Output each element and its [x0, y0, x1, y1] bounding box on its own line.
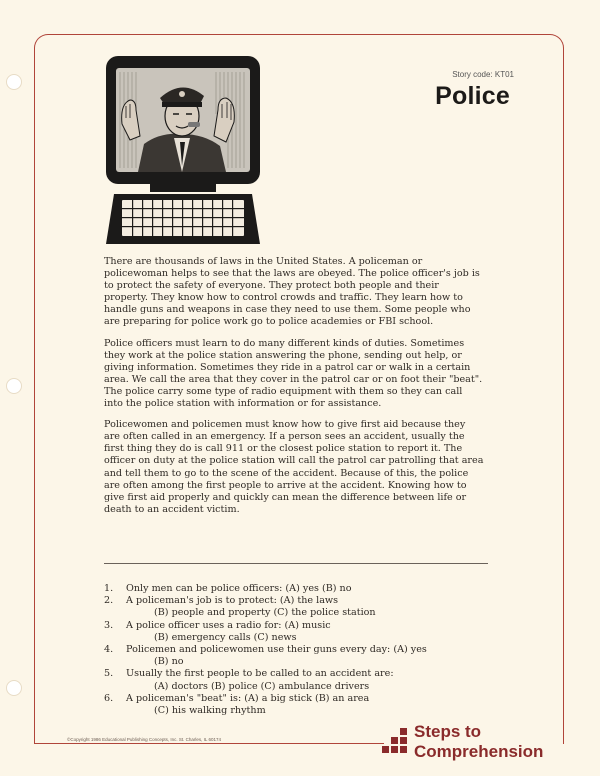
question-text: A policeman's job is to protect: (A) the laws	[126, 595, 339, 607]
question-options: (C) his walking rhythm	[154, 705, 266, 717]
logo-square	[382, 746, 389, 753]
question-item	[104, 693, 484, 705]
logo-square	[400, 737, 407, 744]
question-number: 1.	[104, 583, 114, 594]
question-number: 6.	[104, 692, 114, 704]
logo-square	[391, 746, 398, 753]
steps-to-comprehension-logo	[386, 722, 566, 768]
question-item	[104, 620, 484, 632]
computer-with-police-officer-icon	[100, 54, 266, 248]
question-item	[104, 583, 484, 595]
question-options: (B) no	[154, 656, 184, 668]
story-paragraph: There are thousands of laws in the United States. A policeman or policewoman helps to see that the laws are obeyed. The police officer's job is to protect the safety of everyone. They protect both people and their property. They know how to control crowds and traffic. They learn how to handle guns and weapons in case they need to use them. Some people who are preparing for police work go to police academies or FBI school.	[104, 256, 480, 328]
copyright-notice: ©Copyright 1986 Educational Publishing Concepts, Inc. St. Charles, IL 60174	[64, 737, 224, 742]
question-item	[104, 644, 484, 656]
question-number: 5.	[104, 668, 114, 680]
question-options: (A) doctors (B) police (C) ambulance drivers	[154, 680, 370, 692]
question-number: 2.	[104, 595, 114, 607]
story-paragraph: Policewomen and policemen must know how to give first aid because they are often called in an emergency. If a person sees an accident, usually the first thing they do is call 911 or the closest police station to report it. The officer on duty at the police station will call the patrol car patrolling that area and tell them to go to the scene of the accident. Because of this, the police are often among the first people to arrive at the accident. Knowing how to give first aid properly and quickly can mean the difference between life or death to an accident victim.	[104, 419, 484, 515]
question-text: A police officer uses a radio for: (A) music	[126, 619, 331, 631]
question-text: Usually the first people to be called to an accident are:	[126, 668, 394, 680]
question-number: 3.	[104, 619, 114, 631]
footer-rule	[34, 743, 384, 744]
question-text: Only men can be police officers: (A) yes (B) no	[126, 583, 352, 594]
brand-text: Steps to	[414, 722, 482, 741]
question-number: 4.	[104, 644, 114, 656]
question-item	[104, 595, 484, 607]
story-text	[104, 256, 484, 525]
binder-hole	[6, 680, 22, 696]
question-list	[104, 583, 484, 717]
brand-text: Comprehension	[414, 742, 544, 761]
question-item	[104, 668, 484, 680]
binder-hole	[6, 74, 22, 90]
logo-square	[391, 737, 398, 744]
logo-square	[400, 728, 407, 735]
section-divider	[104, 563, 488, 564]
page-title: Police	[435, 82, 510, 110]
logo-square	[400, 746, 407, 753]
story-paragraph: Police officers must learn to do many different kinds of duties. Sometimes they work at the police station answering the phone, sending out help, or giving information. Sometimes they ride in a patrol car or walk in a certain area. We call the area that they cover in the patrol car or on foot their "beat". The police carry some type of radio equipment with them so they can call into the police station with information or for assistance.	[104, 337, 483, 410]
question-text: A policeman's "beat" is: (A) a big stick (B) an area	[126, 692, 370, 704]
story-code: Story code: KT01	[452, 70, 514, 79]
question-text: Policemen and policewomen use their guns every day: (A) yes	[126, 644, 427, 656]
question-options: (B) people and property (C) the police station	[154, 607, 376, 619]
question-options: (B) emergency calls (C) news	[154, 631, 297, 643]
binder-hole	[6, 378, 22, 394]
